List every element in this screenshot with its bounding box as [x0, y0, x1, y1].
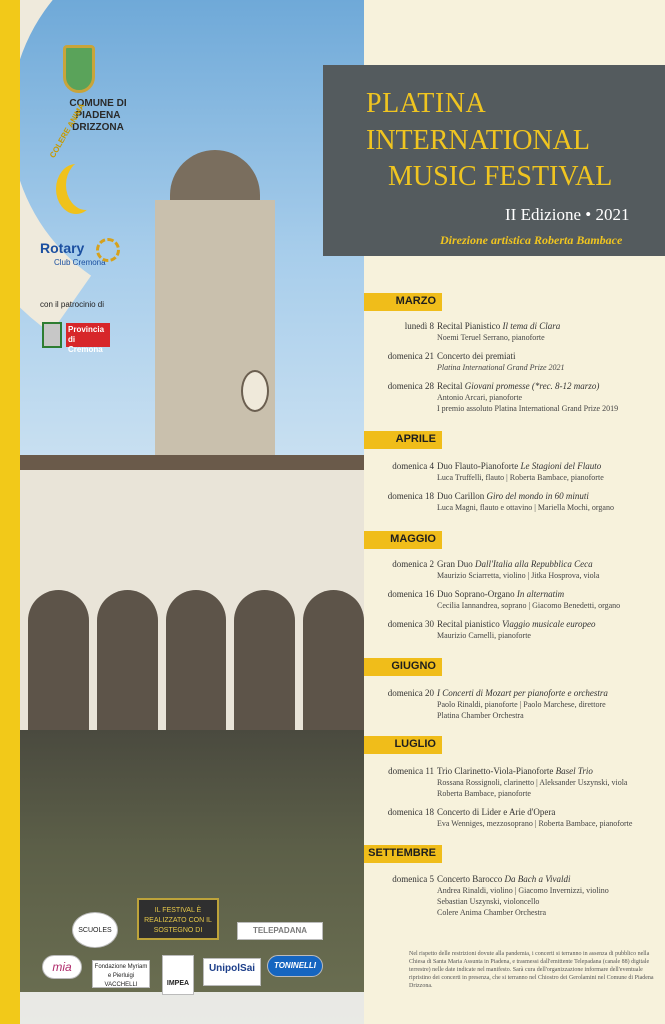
- edition-label: II Edizione • 2021: [505, 205, 630, 224]
- event-day: domenica 2: [392, 559, 434, 569]
- event-performers: Antonio Arcari, pianoforte: [437, 393, 523, 402]
- event-day: domenica 28: [387, 381, 434, 391]
- event-title: [437, 491, 589, 501]
- event-performers: Maurizio Sciarretta, violino | Jitka Hosprova, viola: [437, 571, 600, 580]
- event-title-italic: Basel Trio: [555, 766, 593, 776]
- comune-crest-icon: [63, 45, 95, 93]
- event-performers: Andrea Rinaldi, violino | Giacomo Invernizzi, violino: [437, 886, 609, 895]
- colere-anima-label: COLERE ANIMA: [48, 101, 87, 160]
- impea-logo: IMPEA: [162, 955, 194, 995]
- event-performers: Cecilia Iannandrea, soprano | Giacomo Benedetti, organo: [437, 601, 621, 610]
- event-title-text: Gran Duo: [437, 559, 475, 569]
- event-title-italic: Il tema di Clara: [502, 321, 561, 331]
- rotary-wheel-icon: [96, 238, 120, 262]
- footnote: Nel rispetto delle restrizioni dovute alla pandemia, i concerti si terranno in assenza di pubblico nella Chiesa di Santa Maria Assunta in Piadena, e trasmessi dall'emittente Telepadana (canale 88) digitale terrestre) nelle date indicate nel manifesto. Sarà cura dell'organizzazione informare dell'eventuale ripristino dei concerti in presenza, che si terranno nel Chiostro dei Gerolamini nel Comune di Piadena Drizzona.: [409, 951, 654, 989]
- event-title-italic: Giovani promesse (*rec. 8-12 marzo): [464, 381, 600, 391]
- event-title-italic: Le Stagioni del Flauto: [520, 461, 602, 471]
- patrocinio-label: con il patrocinio di: [40, 300, 105, 309]
- cloister-arches: [20, 590, 364, 730]
- provincia-logo: Provincia di Cremona: [66, 323, 110, 347]
- sponsor-strip: [20, 992, 364, 1024]
- event-title-text: Recital Pianistico: [437, 321, 503, 331]
- event-day: lunedì 8: [404, 321, 434, 331]
- event-title: [437, 619, 595, 629]
- event-title: [437, 381, 599, 391]
- event-performers: I premio assoluto Platina International Grand Prize 2019: [437, 404, 619, 413]
- event-day: domenica 16: [387, 589, 434, 599]
- event-title-text: Recital pianistico: [437, 619, 502, 629]
- event-title: [437, 321, 560, 331]
- event-day: domenica 20: [387, 688, 434, 698]
- mia-logo: mia: [42, 955, 82, 979]
- arch: [97, 590, 158, 730]
- vacchelli-logo: Fondazione Myriam e Pierluigi VACCHELLI: [92, 960, 150, 988]
- event-day: domenica 4: [392, 461, 434, 471]
- event-title: [437, 807, 555, 817]
- event-day: domenica 30: [387, 619, 434, 629]
- tower-clock-icon: [241, 370, 269, 412]
- colere-anima-moon-icon: [66, 160, 106, 210]
- event-performers: Platina International Grand Prize 2021: [437, 363, 565, 372]
- event-title-text: Concerto di Lider e Arie d'Opera: [437, 807, 556, 817]
- event-title-text: Recital: [437, 381, 465, 391]
- event-performers: Maurizio Carnelli, pianoforte: [437, 631, 531, 640]
- yellow-border: [0, 0, 20, 1024]
- event-day: domenica 11: [388, 766, 434, 776]
- rotary-club-label: Club Cremona: [54, 258, 106, 267]
- event-title: [437, 559, 593, 569]
- event-title: [437, 351, 515, 361]
- event-title: [437, 461, 601, 471]
- event-title-italic: Giro del mondo in 60 minuti: [486, 491, 589, 501]
- rotary-logo-text: Rotary: [40, 240, 85, 256]
- telepadana-logo: TELEPADANA: [237, 922, 323, 940]
- event-title: [437, 589, 564, 599]
- month-giugno: GIUGNO: [364, 658, 442, 676]
- event-performers: Luca Truffelli, flauto | Roberta Bambace, pianoforte: [437, 473, 604, 482]
- event-title-italic: I Concerti di Mozart per pianoforte e orchestra: [437, 688, 608, 698]
- sponsor-banner: IL FESTIVAL È REALIZZATO CON IL SOSTEGNO DI: [137, 898, 219, 940]
- event-title-italic: In alternatim: [516, 589, 565, 599]
- event-title: [437, 766, 593, 776]
- event-performers: Luca Magni, flauto e ottavino | Mariella Mochi, organo: [437, 503, 614, 512]
- month-maggio: MAGGIO: [364, 531, 442, 549]
- event-title-text: Concerto dei premiati: [437, 351, 516, 361]
- event-performers: Rossana Rossignoli, clarinetto | Aleksander Uszynski, viola: [437, 778, 628, 787]
- toninelli-logo: TONINELLI: [267, 955, 323, 977]
- month-settembre: SETTEMBRE: [364, 845, 442, 863]
- event-day: domenica 18: [387, 491, 434, 501]
- scuoles-logo: SCUOLES: [72, 912, 118, 948]
- event-title-text: Duo Carillon: [437, 491, 487, 501]
- event-title-text: Duo Flauto-Pianoforte: [437, 461, 521, 471]
- month-marzo: MARZO: [364, 293, 442, 311]
- month-luglio: LUGLIO: [364, 736, 442, 754]
- unipolsai-logo: UnipolSai: [203, 958, 261, 986]
- event-title-text: Concerto Barocco: [437, 874, 505, 884]
- event-performers: Paolo Rinaldi, pianoforte | Paolo Marchese, direttore: [437, 700, 606, 709]
- event-performers: Colere Anima Chamber Orchestra: [437, 908, 547, 917]
- event-title-italic: Viaggio musicale europeo: [501, 619, 596, 629]
- event-performers: Eva Wenniges, mezzosoprano | Roberta Bambace, pianoforte: [437, 819, 633, 828]
- artistic-direction: Direzione artistica Roberta Bambace: [440, 233, 623, 247]
- event-day: domenica 18: [387, 807, 434, 817]
- arch: [234, 590, 295, 730]
- arch: [303, 590, 364, 730]
- comune-logo-text: COMUNE DI PIADENA DRIZZONA: [69, 98, 127, 133]
- festival-title-line2: INTERNATIONAL: [366, 125, 590, 156]
- event-day: domenica 5: [392, 874, 434, 884]
- event-title-italic: Dall'Italia alla Repubblica Ceca: [475, 559, 593, 569]
- event-title-text: Duo Soprano-Organo: [437, 589, 517, 599]
- provincia-crest-icon: [42, 322, 62, 348]
- arch: [166, 590, 227, 730]
- month-aprile: APRILE: [364, 431, 442, 449]
- event-performers: Sebastian Uszynski, violoncello: [437, 897, 540, 906]
- event-title-italic: Da Bach a Vivaldi: [504, 874, 571, 884]
- event-performers: Roberta Bambace, pianoforte: [437, 789, 531, 798]
- event-title-text: Trio Clarinetto-Viola-Pianoforte: [437, 766, 556, 776]
- event-day: domenica 21: [387, 351, 434, 361]
- event-performers: Platina Chamber Orchestra: [437, 711, 524, 720]
- arch: [28, 590, 89, 730]
- event-title: [437, 688, 608, 698]
- event-title: [437, 874, 571, 884]
- festival-title-line1: PLATINA: [366, 88, 487, 119]
- event-performers: Noemi Teruel Serrano, pianoforte: [437, 333, 545, 342]
- festival-title-line3: MUSIC FESTIVAL: [388, 161, 613, 192]
